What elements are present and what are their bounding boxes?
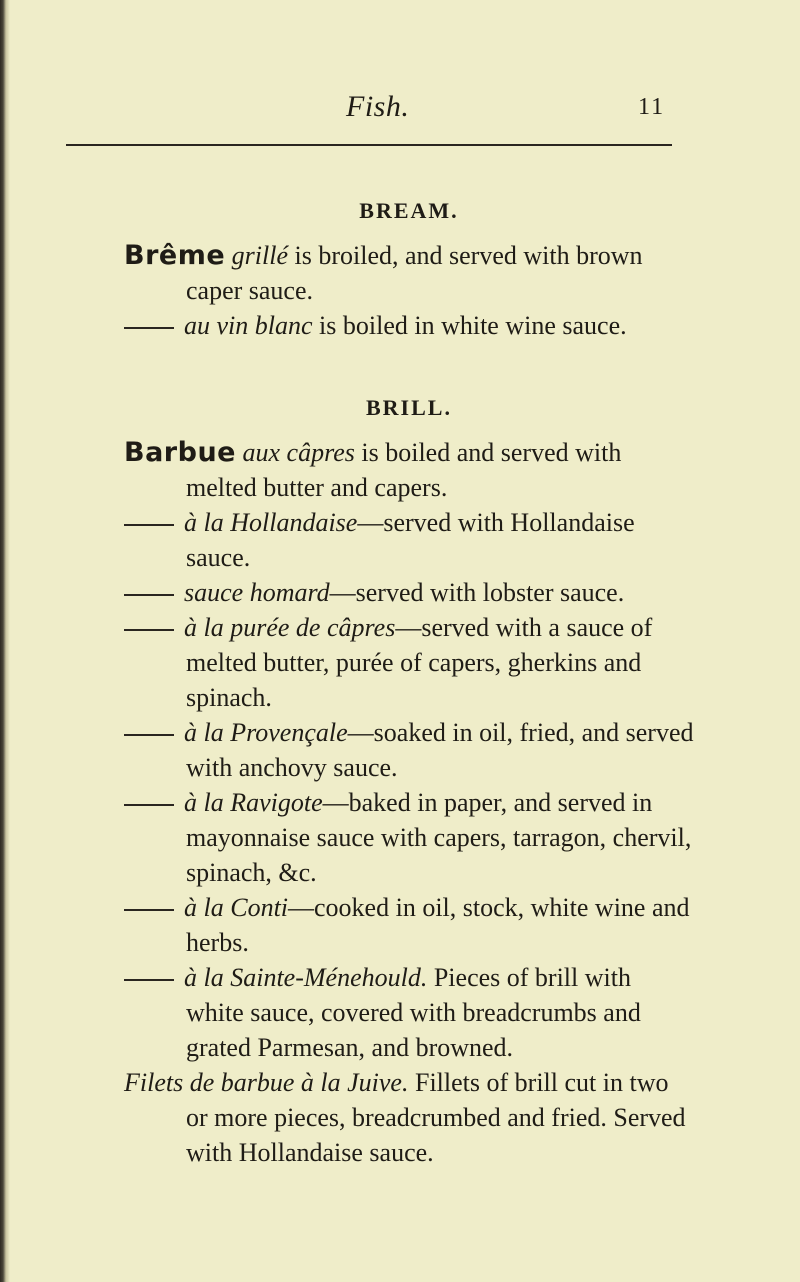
entry-text: is boiled in white wine sauce. [312,311,627,340]
header-rule [66,144,672,146]
ditto-dash [124,594,174,596]
ditto-dash [124,804,174,806]
entry-text: —served with a sauce of melted butter, purée of capers, gherkins and spinach. [186,613,653,712]
entry-puree-de-capres [124,610,694,715]
entry-term: à la Hollandaise [184,508,358,537]
section-heading-bream: BREAM. [359,198,459,223]
running-title: Fish. [346,90,410,123]
ditto-dash [124,629,174,631]
entry-text: —cooked in oil, stock, white wine and herbs. [186,893,690,957]
entry-term: à la Ravigote [184,788,323,817]
entry-term: Filets de barbue à la Juive. [124,1068,409,1097]
entry-term: à la Sainte-Ménehould. [184,963,428,992]
entry-headword: Barbue [124,437,236,468]
entry-filets-a-la-juive [124,1065,694,1170]
entry-sainte-menehould [124,960,694,1065]
page-edge [0,0,10,1282]
entry-breme-au-vin-blanc [124,308,694,343]
entry-text: —served with Hollandaise sauce. [186,508,635,572]
running-head [0,90,800,130]
entry-text: —baked in paper, and served in mayonnaise sauce with capers, tarragon, chervil, spinach, &c. [186,788,692,887]
entry-conti [124,890,694,960]
entry-term: aux câpres [242,438,355,467]
entry-text: —served with lobster sauce. [329,578,625,607]
ditto-dash [124,327,174,329]
entry-term: à la Conti [184,893,289,922]
entry-term: à la purée de câpres [184,613,396,642]
entry-headword: Brême [124,240,226,271]
entry-text: Fillets of brill cut in two or more pieces, breadcrumbed and fried. Served with Hollandaise sauce. [186,1068,686,1167]
entry-text: is boiled and served with melted butter and capers. [186,438,622,502]
entry-text: Pieces of brill with white sauce, covered with breadcrumbs and grated Parmesan, and browned. [186,963,641,1062]
ditto-dash [124,979,174,981]
entry-term: sauce homard [184,578,330,607]
ditto-dash [124,524,174,526]
page-body [124,196,694,1170]
entry-text: is broiled, and served with brown caper sauce. [186,241,643,305]
entry-sauce-homard [124,575,694,610]
entry-breme-grille [124,238,694,308]
ditto-dash [124,734,174,736]
section-heading-brill: BRILL. [366,395,452,420]
entry-text: —soaked in oil, fried, and served with anchovy sauce. [186,718,694,782]
entry-ravigote [124,785,694,890]
page-number: 11 [638,94,666,120]
entry-provencale [124,715,694,785]
entry-hollandaise [124,505,694,575]
entry-barbue-aux-capres [124,435,694,505]
entry-term: grillé [231,241,288,270]
entry-term: à la Provençale [184,718,348,747]
entry-term: au vin blanc [184,311,313,340]
ditto-dash [124,909,174,911]
